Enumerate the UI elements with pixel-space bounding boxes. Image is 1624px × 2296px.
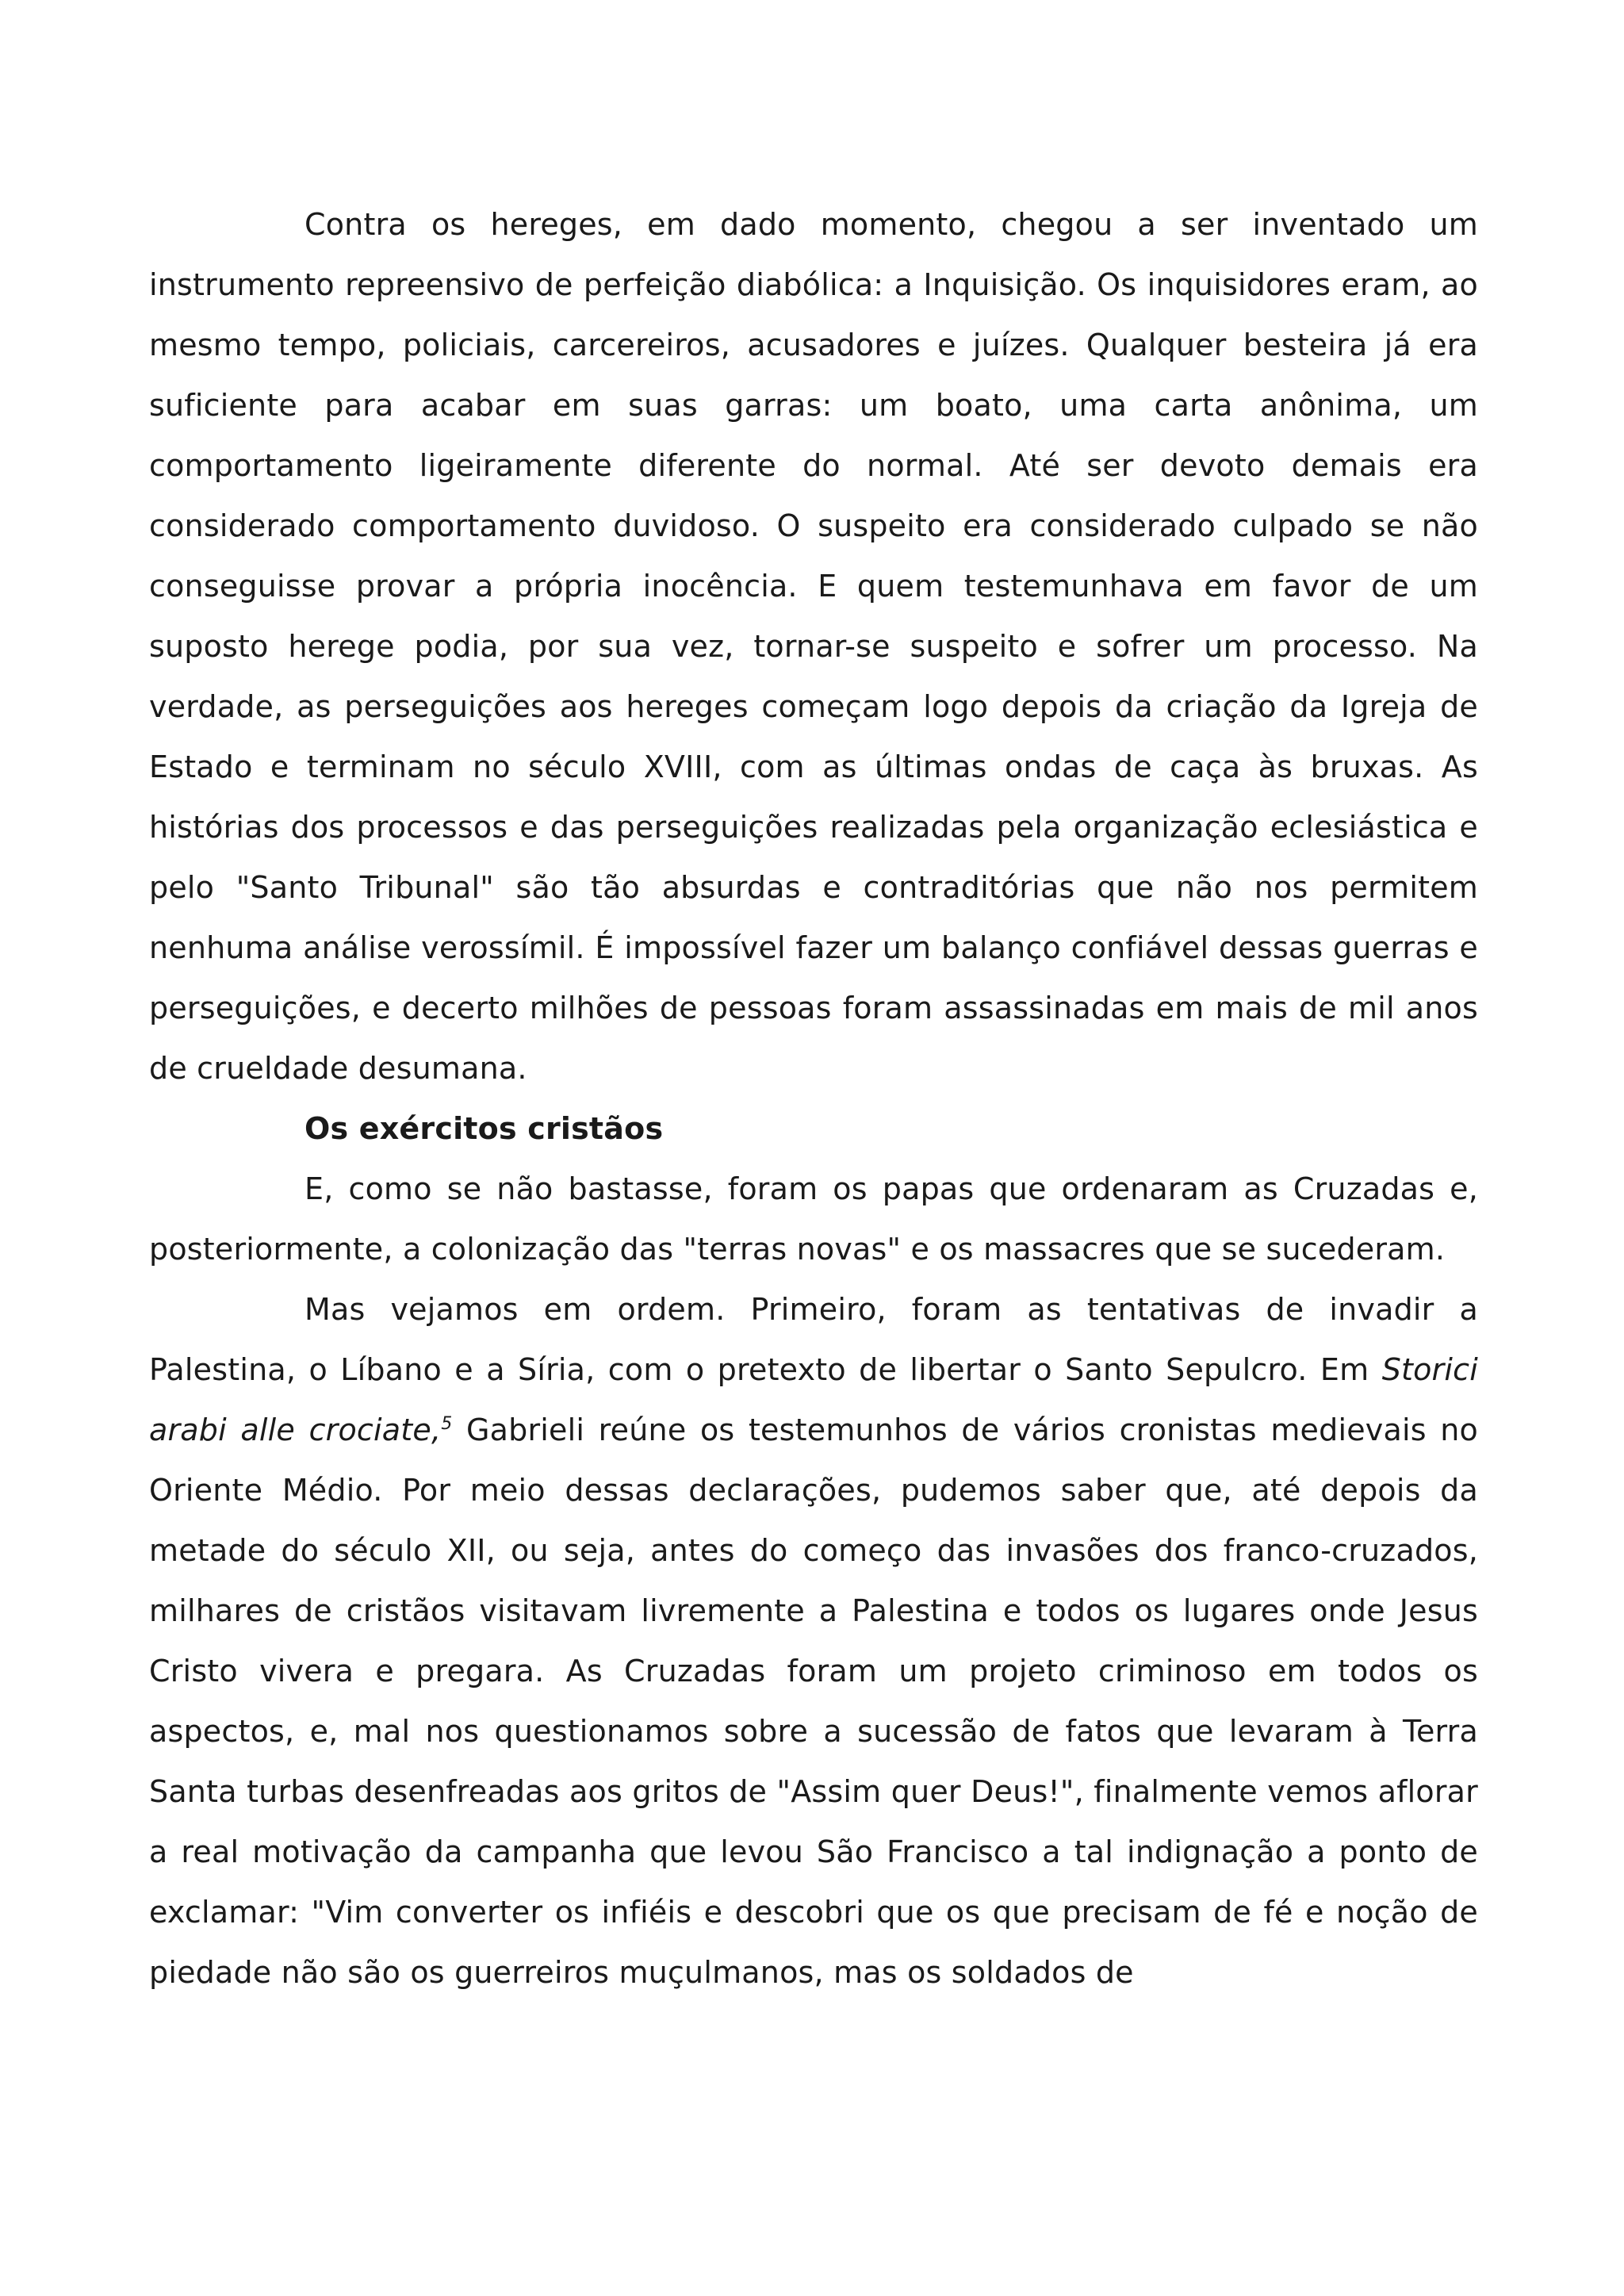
paragraph-crusades-history — [149, 1279, 1478, 2003]
paragraph-text-start: Mas vejamos em ordem. Primeiro, foram as tentativas de invadir a Palestina, o Líbano e a Síria, com o pretexto de libertar o Santo Sepulcro. Em — [149, 1292, 1478, 1387]
paragraph-crusades-intro: E, como se não bastasse, foram os papas que ordenaram as Cruzadas e, posteriormente, a colonização das "terras novas" e os massacres que se sucederam. — [149, 1171, 1478, 1267]
paragraph-text-end: Gabrieli reúne os testemunhos de vários cronistas medievais no Oriente Médio. Por meio dessas declarações, pudemos saber que, até depois da metade do século XII, ou seja, antes do começo das invasões dos franco-cruzados, milhares de cristãos visitavam livremente a Palestina e todos os lugares onde Jesus Cristo vivera e pregara. As Cruzadas foram um projeto criminoso em todos os aspectos, e, mal nos questionamos sobre a sucessão de fatos que levaram à Terra Santa turbas desenfreadas aos gritos de "Assim quer Deus!", finalmente vemos aflorar a real motivação da campanha que levou São Francisco a tal indignação a ponto de exclamar: "Vim converter os infiéis e descobri que os que precisam de fé e noção de piedade não são os guerreiros muçulmanos, mas os soldados de — [149, 1412, 1478, 1990]
book-title: Storici arabi alle crociate, — [149, 1352, 1478, 1447]
body-text — [149, 194, 1478, 2003]
footnote-marker[interactable]: 5 — [441, 1414, 453, 1434]
section-heading: Os exércitos cristãos — [304, 1111, 664, 1146]
paragraph-inquisition: Contra os hereges, em dado momento, chegou a ser inventado um instrumento repreensivo de perfeição diabólica: a Inquisição. Os inquisidores eram, ao mesmo tempo, policiais, carcereiros, acusadores e juízes. Qualquer besteira já era suficiente para acabar em suas garras: um boato, uma carta anônima, um comportamento ligeiramente diferente do normal. Até ser devoto demais era considerado comportamento duvidoso. O suspeito era considerado culpado se não conseguisse provar a própria inocência. E quem testemunhava em favor de um suposto herege podia, por sua vez, tornar-se suspeito e sofrer um processo. Na verdade, as perseguições aos hereges começam logo depois da criação da Igreja de Estado e terminam no século XVIII, com as últimas ondas de caça às bruxas. As histórias dos processos e das perseguições realizadas pela organização eclesiástica e pelo "Santo Tribunal" são tão absurdas e contraditórias que não nos permitem nenhuma análise verossímil. É impossível fazer um balanço confiável dessas guerras e perseguições, e decerto milhões de pessoas foram assassinadas em mais de mil anos de crueldade desumana. — [149, 207, 1478, 1086]
